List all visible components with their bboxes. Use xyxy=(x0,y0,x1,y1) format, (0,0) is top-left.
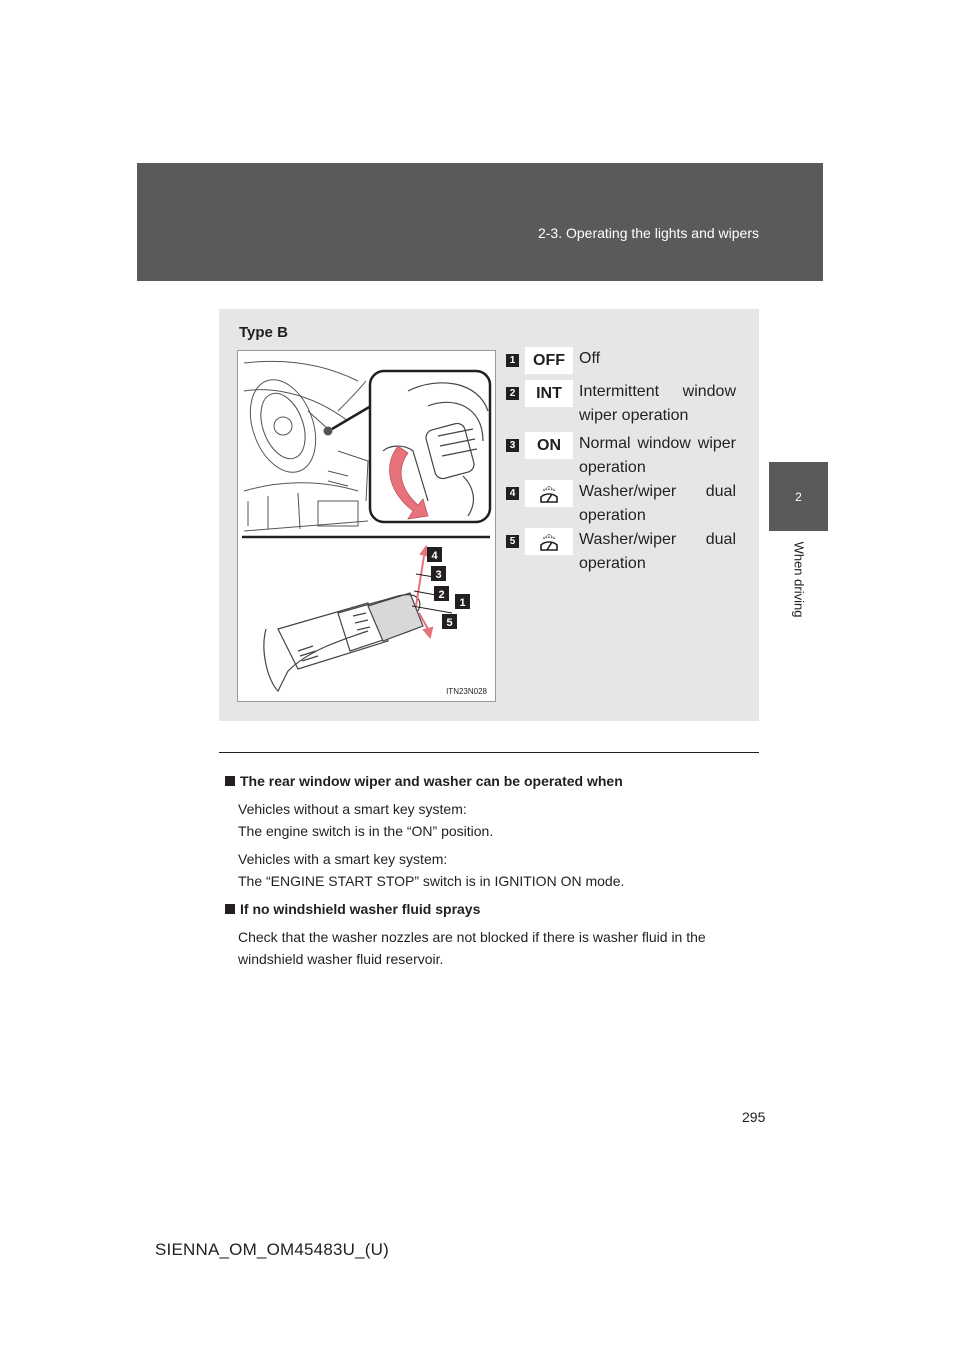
legend-item-4 xyxy=(505,480,737,526)
legend-number-1: 1 xyxy=(506,354,519,367)
legend-number-5: 5 xyxy=(506,535,519,548)
figure-box xyxy=(219,309,759,721)
note-heading-operation xyxy=(225,770,765,792)
image-code: ITN23N028 xyxy=(446,687,487,696)
legend-description-2: Intermittent window wiper operation xyxy=(579,383,736,424)
legend-item-5 xyxy=(505,528,737,574)
wiper-switch-illustration xyxy=(237,350,496,702)
int-position-symbol: INT xyxy=(525,380,573,407)
note-paragraph xyxy=(238,848,765,892)
washer-icon-drawing xyxy=(538,484,560,504)
legend-description-1: Off xyxy=(579,350,601,367)
note-line: windshield washer fluid reservoir. xyxy=(238,951,444,967)
callout-5-label: 5 xyxy=(446,617,453,629)
chapter-number: 2 xyxy=(795,489,802,504)
lever-drawing xyxy=(264,593,423,691)
callout-1-label: 1 xyxy=(459,597,466,609)
illustration-drawing xyxy=(238,351,495,701)
chapter-label-text: When driving xyxy=(791,541,807,618)
figure-title: Type B xyxy=(239,324,288,341)
legend-number-3: 3 xyxy=(506,439,519,452)
note-line: Vehicles with a smart key system: xyxy=(238,851,448,867)
note-heading-text: The rear window wiper and washer can be operated when xyxy=(240,773,623,789)
page-number: 295 xyxy=(742,1109,766,1125)
chapter-tab xyxy=(769,462,828,531)
legend-number-2: 2 xyxy=(506,387,519,400)
callout-4-label: 4 xyxy=(431,550,438,562)
note-line: The “ENGINE START STOP” switch is in IGNITION ON mode. xyxy=(238,873,625,889)
note-line: Check that the washer nozzles are not blocked if there is washer fluid in the xyxy=(238,929,706,945)
note-paragraph xyxy=(238,798,765,842)
note-paragraph xyxy=(238,926,765,970)
callout-2-label: 2 xyxy=(438,589,445,601)
section-title: 2-3. Operating the lights and wipers xyxy=(537,225,759,241)
chapter-label xyxy=(789,532,809,627)
washer-icon-drawing xyxy=(538,532,560,552)
section-divider xyxy=(219,752,759,753)
note-heading-text: If no windshield washer fluid sprays xyxy=(240,901,481,917)
square-bullet-icon xyxy=(225,904,235,914)
callout-labels xyxy=(427,547,470,629)
note-line: The engine switch is in the “ON” position. xyxy=(238,823,494,839)
washer-icon xyxy=(525,480,573,507)
legend-description-3: Normal window wiper operation xyxy=(579,435,736,476)
on-position-symbol: ON xyxy=(525,432,573,459)
dashboard-drawing xyxy=(238,361,368,531)
document-code: SIENNA_OM_OM45483U_(U) xyxy=(155,1240,389,1259)
legend-item-2 xyxy=(505,380,737,430)
callout-3-label: 3 xyxy=(435,569,442,581)
section-header-band xyxy=(137,163,823,281)
off-position-symbol: OFF xyxy=(525,347,573,374)
square-bullet-icon xyxy=(225,776,235,786)
note-line: Vehicles without a smart key system: xyxy=(238,801,467,817)
washer-icon xyxy=(525,528,573,555)
notes-section xyxy=(225,770,765,970)
legend-number-4: 4 xyxy=(506,487,519,500)
legend-description-5: Washer/wiper dual operation xyxy=(579,531,736,572)
legend-description-4: Washer/wiper dual operation xyxy=(579,483,736,524)
note-heading-no-spray xyxy=(225,898,765,920)
legend-item-3 xyxy=(505,432,737,478)
